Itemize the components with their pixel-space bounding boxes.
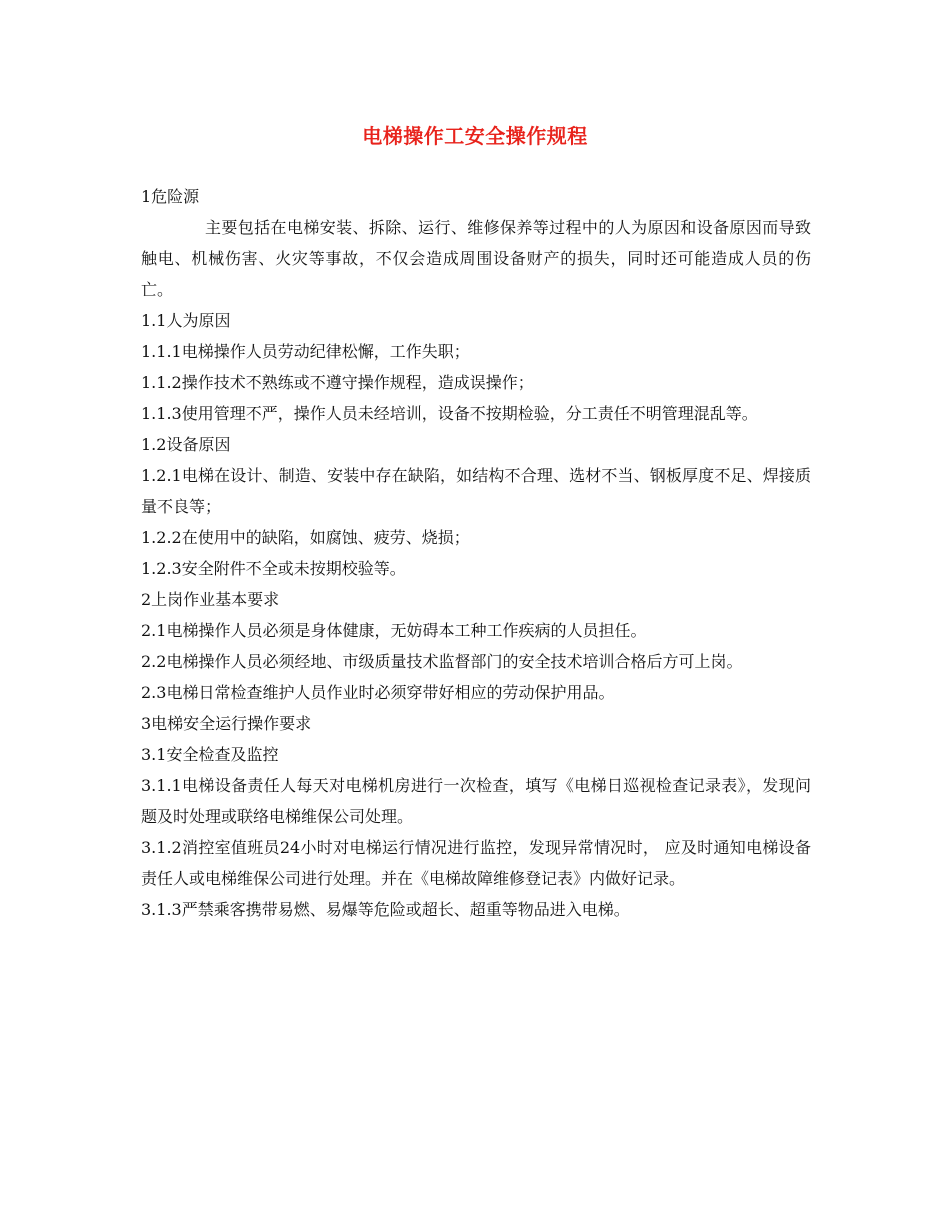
- list-item: 1.1.1电梯操作人员劳动纪律松懈，工作失职；: [141, 342, 470, 361]
- list-item: 3.1.2消控室值班员24小时对电梯运行情况进行监控，发现异常情况时， 应及时通知电梯设备责任人或电梯维保公司进行处理。并在《电梯故障维修登记表》内做好记录。: [141, 838, 811, 888]
- document-body: [141, 181, 811, 925]
- list-item: 1.1.3使用管理不严，操作人员未经培训，设备不按期检验，分工责任不明管理混乱等。: [141, 404, 758, 423]
- list-item: 1.2.3安全附件不全或未按期校验等。: [141, 559, 406, 578]
- section-heading: 2上岗作业基本要求: [141, 590, 280, 609]
- section-heading: 3电梯安全运行操作要求: [141, 714, 312, 733]
- list-item: 2.3电梯日常检查维护人员作业时必须穿带好相应的劳动保护用品。: [141, 683, 615, 702]
- list-item: 2.1电梯操作人员必须是身体健康，无妨碍本工种工作疾病的人员担任。: [141, 621, 647, 640]
- section-heading: 1.1人为原因: [141, 311, 231, 330]
- list-item: 1.2.1电梯在设计、制造、安装中存在缺陷，如结构不合理、选材不当、钢板厚度不足、焊接质量不良等；: [141, 466, 811, 516]
- section-heading: 1.2设备原因: [141, 435, 231, 454]
- section-heading: 3.1安全检查及监控: [141, 745, 279, 764]
- list-item: 3.1.3严禁乘客携带易燃、易爆等危险或超长、超重等物品进入电梯。: [141, 900, 630, 919]
- document-title: 电梯操作工安全操作规程: [362, 124, 588, 148]
- list-item: 1.1.2操作技术不熟练或不遵守操作规程，造成误操作；: [141, 373, 534, 392]
- list-item: 1.2.2在使用中的缺陷，如腐蚀、疲劳、烧损；: [141, 528, 470, 547]
- list-item: 2.2电梯操作人员必须经地、市级质量技术监督部门的安全技术培训合格后方可上岗。: [141, 652, 743, 671]
- list-item: 3.1.1电梯设备责任人每天对电梯机房进行一次检查，填写《电梯日巡视检查记录表》，发现问题及时处理或联络电梯维保公司处理。: [141, 776, 811, 826]
- body-paragraph: 主要包括在电梯安装、拆除、运行、维修保养等过程中的人为原因和设备原因而导致触电、机械伤害、火灾等事故，不仅会造成周围设备财产的损失，同时还可能造成人员的伤亡。: [141, 218, 811, 299]
- section-heading: 1危险源: [141, 187, 200, 206]
